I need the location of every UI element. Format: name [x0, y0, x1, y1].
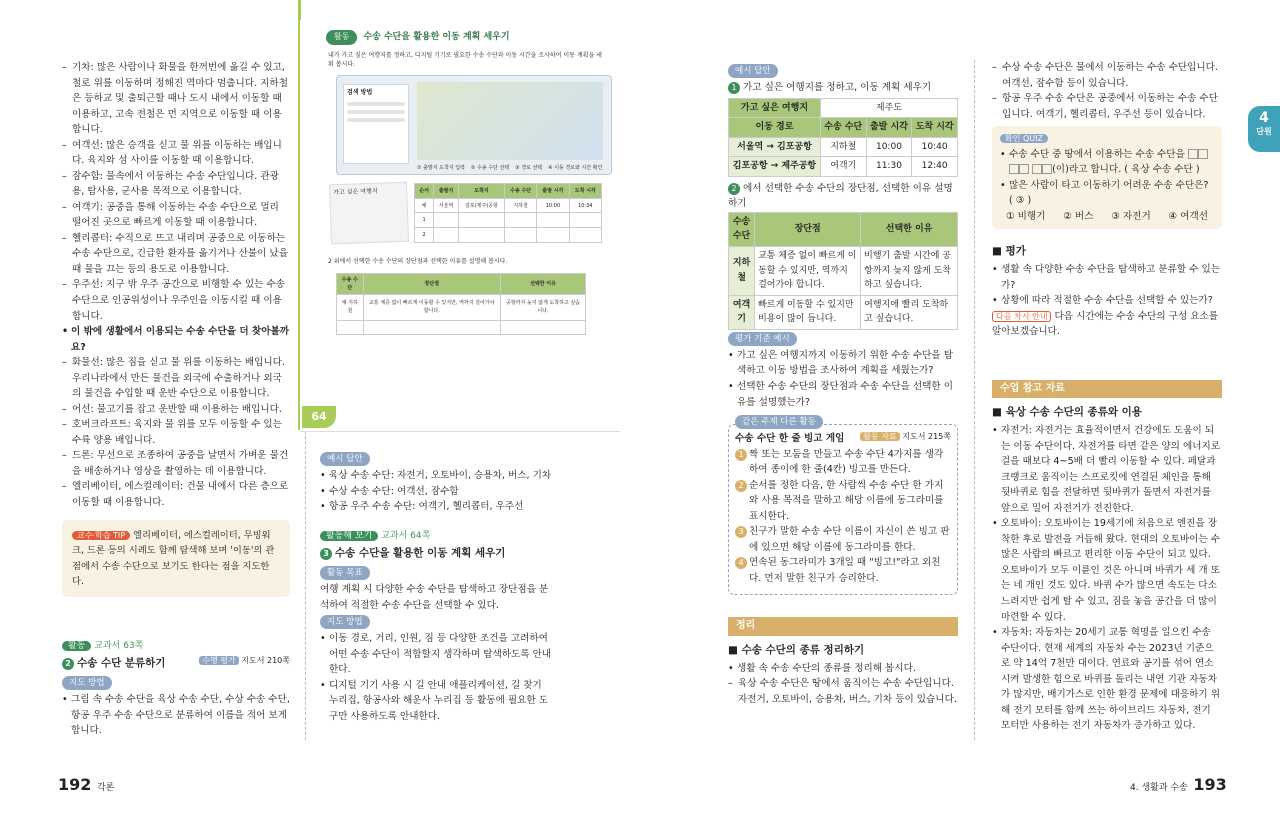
next-label: 다음 차시 안내	[992, 311, 1051, 322]
section-title-text: 수송 수단 분류하기	[77, 657, 166, 670]
game-title: 수송 수단 한 줄 빙고 게임	[735, 433, 845, 445]
chapter-tab-num: 4	[1259, 110, 1269, 126]
same-theme-box	[728, 417, 958, 595]
chapter-tab	[1248, 106, 1280, 152]
list-item: – 수상 수송 수단은 물에서 이동하는 수송 수단입니다. 여객선, 잠수함 등이 있습니다.	[992, 60, 1222, 91]
game-step-text: 연속된 동그라미가 3개일 때 "빙고!"라고 외친다. 먼저 말한 친구가 승리한다.	[749, 557, 941, 584]
table-header: 장단점	[755, 212, 861, 246]
quiz-options	[1000, 209, 1214, 225]
list-item: – 여객기: 공중을 통해 이동하는 수송 수단으로 멀리 떨어진 곳으로 빠르게 이동할 때 이용합니다.	[62, 200, 290, 231]
table-header: 출발 시각	[537, 183, 569, 198]
activity-label: 활동	[62, 641, 91, 651]
eval-title: ■ 평가	[992, 245, 1026, 258]
table-header: 수송 수단	[820, 118, 866, 138]
eval-badge: 수행 평가	[199, 656, 238, 665]
chapter-tab-label: 단원	[1256, 126, 1272, 136]
eval-item: • 상황에 따라 적절한 수송 수단을 선택할 수 있는가?	[992, 293, 1222, 309]
page-number-left-value: 192	[58, 775, 92, 794]
textbook-q2: 2 위에서 선택한 수송 수단의 장단점과 선택한 이유를 설명해 봅시다.	[328, 257, 508, 265]
page-label-right: 4. 생활과 수송	[1130, 783, 1188, 793]
game-step	[735, 478, 951, 525]
table-cell: 빠르게 이동할 수 있지만 비용이 많이 듭니다.	[755, 295, 861, 329]
activity-label-2: 활동해 보기	[320, 531, 378, 541]
table-cell: 김포공항 → 제주공항	[729, 157, 821, 177]
table-cell: 12:40	[912, 157, 958, 177]
game-step	[735, 447, 951, 478]
ref-title-text: 육상 수송 수단의 종류와 이용	[1005, 406, 1142, 419]
plan-area	[330, 183, 620, 243]
section-title	[62, 655, 290, 672]
tip-text: 엘리베이터, 에스컬레이터, 무빙워크, 드론 등의 시례도 함께 탐색해 보며 '이동'의 관점에서 수송 수단으로 보기도 한다는 점을 지도한다.	[72, 530, 275, 587]
table-cell: 여객기	[729, 295, 755, 329]
eval-tag: 평가 기준 예시	[728, 332, 797, 346]
summary-title-text: 수송 수단의 종류 정리하기	[741, 643, 865, 656]
example-tag-r: 예시 답안	[728, 64, 778, 78]
game-header	[735, 431, 951, 447]
dest-value: 제주도	[820, 98, 957, 118]
list-item: – 어선: 물고기를 잡고 운반할 때 이용하는 배입니다.	[62, 402, 290, 418]
section-num: 2	[62, 658, 74, 670]
table-header: 수송 수단	[504, 183, 536, 198]
step-item: ③ 경로 선택	[515, 164, 543, 171]
table-header: 출발 시각	[866, 118, 912, 138]
table-header: 도착지	[458, 183, 504, 198]
plan-answer-table	[728, 98, 958, 177]
question: • 이 밖에 생활에서 이용되는 수송 수단을 더 찾아볼까요?	[62, 324, 290, 355]
ref-item: • 오토바이: 오토바이는 19세기에 처음으로 엔진을 장착한 후로 발전을 거듭해 왔다. 현대의 오토바이는 수많은 사람의 빠르고 편리한 이동 수단이 되고 있다. 오토바이가 모두 이륜인 것은 아니며 바퀴가 세 개 또는 네 개인 것도 있다. 바퀴 수가 많으면 속도는 다소 느려지만 쉽게 탈 수 있고, 짐을 놓을 공간을 더 많이 마련할 수 있다.	[992, 516, 1222, 625]
table-cell: 교통 체증 없이 빠르게 이동할 수 있지만, 역까지 걸어가야 합니다.	[755, 247, 861, 296]
ref-item: • 자전거: 자전거는 효율적이면서 건강에도 도움이 되는 이동 수단이다. 자전거를 타면 같은 양의 에너지로 걸을 때보다 4~5배 더 빨리 이동할 수 있다. 페달과 크랭크로 움직이는 스프로킷에 연결된 체인을 통해 뒷바퀴로 힘을 전달하면 뒷바퀴가 돌면서 자전거를 앞으로 밀어 자전거가 전진한다.	[992, 423, 1222, 516]
table-header: 순서	[415, 183, 434, 198]
map-image	[417, 82, 603, 160]
list-item: – 기차: 많은 사람이나 화물을 한꺼번에 옮길 수 있고, 철로 위를 이동하며 정해진 역마다 멈춥니다. 지하철은 등하교 및 출퇴근할 때나 도시 내에서 이동할 때 이용하고, 고속 전철은 먼 지역으로 이동할 때 이용합니다.	[62, 60, 290, 138]
list-item: – 여객선: 많은 승객을 싣고 물 위를 이동하는 배입니다. 육지와 섬 사이를 이동할 때 이용합니다.	[62, 138, 290, 169]
step-item: ② 수송 수단 선택	[470, 164, 510, 171]
table-cell: 서울역 → 김포공항	[729, 137, 821, 157]
table-row	[729, 137, 958, 157]
list-item: – 헬리콥터: 수직으로 뜨고 내리며 공중으로 이동하는 수송 수단으로, 긴급한 환자를 옮기거나 산불이 났을 때 물을 끄는 등의 용도로 이용합니다.	[62, 231, 290, 278]
quiz-option: ④ 여객선	[1168, 210, 1208, 222]
left-col1	[62, 60, 290, 739]
ref-bar: 수업 참고 자료	[992, 380, 1222, 398]
activity-header	[62, 639, 290, 654]
example-tag: 예시 답안	[320, 452, 370, 466]
table-header: 수송 수단	[729, 212, 755, 246]
divider-right	[974, 60, 975, 740]
step-num: 2	[735, 480, 747, 492]
textbook-badge: 활동	[326, 30, 357, 45]
textbook-q1: 내가 가고 싶은 여행지를 정하고, 디지털 기기로 필요한 수송 수단과 이동 시간을 조사하여 이동 계획을 세워 봅시다.	[328, 51, 602, 68]
right-col2	[992, 60, 1222, 734]
eval-ref: 지도서 210쪽	[241, 656, 290, 666]
list-item: – 화물선: 많은 짐을 싣고 물 위를 이동하는 배입니다. 우리나라에서 만든 물건을 외국에 수출하거나 외국의 물건을 수입할 때 운반 수단으로 이용합니다.	[62, 355, 290, 402]
game-ref: 지도서 215쪽	[902, 432, 951, 442]
table-header: 선택한 이유	[501, 273, 586, 294]
table-header: 출발지	[434, 183, 459, 198]
table-cell: 예 지하철	[337, 294, 364, 320]
textbook-title: 수송 수단을 활용한 이동 계획 세우기	[363, 32, 510, 43]
tip-box	[62, 520, 290, 596]
q2-table	[336, 273, 586, 335]
quiz1-b: (이)라고 합니다. ( 육상 수송 수단 )	[1052, 164, 1200, 176]
eval-title-text: 평가	[1005, 245, 1026, 258]
list-item: – 항공 우주 수송 수단은 공중에서 이동하는 수송 수단입니다. 여객기, 헬리콥터, 우주선 등이 있습니다.	[992, 91, 1222, 122]
table-cell: 10:00	[537, 198, 569, 213]
step-list	[417, 164, 602, 172]
table-header: 이동 경로	[729, 118, 821, 138]
plan-note: 가고 싶은 여행지	[329, 182, 409, 245]
list-item: – 잠수함: 물속에서 이동하는 수송 수단입니다. 관광용, 탐사용, 군사용 목적으로 이용합니다.	[62, 169, 290, 200]
dest-label: 가고 싶은 여행지	[729, 98, 821, 118]
textbook-header	[326, 30, 620, 45]
eval-item: • 가고 싶은 여행지까지 이동하기 위한 수송 수단을 탐색하고 이동 방법을 조사하여 계획을 세웠는가?	[728, 348, 958, 379]
table-cell: 공항까지 늦지 않게 도착하고 싶습니다.	[501, 294, 586, 320]
quiz-label: 확인 QUIZ	[1000, 134, 1048, 143]
table-cell: 여객기	[820, 157, 866, 177]
table-cell: 10:40	[912, 137, 958, 157]
app-screenshot	[336, 75, 612, 175]
quiz-option: ③ 자전거	[1111, 210, 1151, 222]
quiz-option: ② 버스	[1063, 210, 1094, 222]
air-answer: • 항공 우주 수송 수단: 여객기, 헬리콥터, 우주선	[320, 499, 552, 515]
goal-text: 여행 계획 시 다양한 수송 수단을 탐색하고 장단점을 분석하여 적절한 수송 수단을 선택할 수 있다.	[320, 584, 549, 611]
summary-title: ■ 수송 수단의 종류 정리하기	[728, 643, 865, 656]
textbook-page	[300, 20, 620, 432]
table-cell: 비행기 출발 시간에 공항까지 늦지 않게 도착하고 싶습니다.	[861, 247, 958, 296]
page-number-right-value: 193	[1193, 775, 1227, 794]
table-cell: 서울역	[434, 198, 459, 213]
game-step-text: 순서를 정한 다음, 한 사람씩 수송 수단 한 가지와 사용 목적을 말하고 해당 이름에 동그라미를 표시한다.	[749, 479, 944, 522]
table-row	[729, 295, 958, 329]
quiz2: • 많은 사람이 타고 이동하기 어려운 수송 수단은? ( ③ )	[1000, 178, 1214, 209]
eval-item: • 생활 속 다양한 수송 수단을 탐색하고 분류할 수 있는가?	[992, 262, 1222, 293]
table-cell: 여행지에 빨리 도착하고 싶습니다.	[861, 295, 958, 329]
page-number-right	[1130, 772, 1227, 798]
activity-header-2	[320, 529, 552, 544]
step-item: ① 출발지 도착지 입력	[417, 164, 465, 171]
page-number-left	[58, 772, 114, 798]
page-label-left: 각론	[96, 783, 115, 793]
activity-ref-2: 교과서 64쪽	[381, 530, 431, 541]
table-cell: 지하철	[504, 198, 536, 213]
step-item: ④ 이동 경로와 시간 확인	[548, 164, 603, 171]
summary-sub: – 육상 수송 수단은 땅에서 움직이는 수송 수단입니다. 자전거, 오토바이, 승용차, 버스, 기차 등이 있습니다.	[728, 676, 958, 707]
list-item: – 드론: 무선으로 조종하여 공중을 날면서 가벼운 물건을 배송하거나 영상을 촬영하는 데 이용합니다.	[62, 448, 290, 479]
activity-ref: 교과서 63쪽	[94, 640, 144, 651]
table-cell: 11:30	[866, 157, 912, 177]
step-num: 3	[735, 526, 747, 538]
plan-table: 순서 출발지 도착지 수송 수단 출발 시각 도착 시각 예 서울역 김포(제주)공항 지하철 10:00 10:34 1 2	[414, 183, 602, 243]
table-header: 장단점	[363, 273, 500, 294]
table-row	[729, 157, 958, 177]
q2-text: 에서 선택한 수송 수단의 장단점, 선택한 이유 설명하기	[728, 182, 953, 210]
search-title: 검색 방법	[347, 88, 373, 96]
ref-item: • 자동차: 자동차는 20세기 교통 혁명을 일으킨 수송 수단이다. 현재 세계의 자동차 수는 2023년 기준으로 약 14억 7천만 대이다. 연료와 공기를 섞어 연소시켜 발생한 힘으로 바퀴를 돌리는 내연 기관 자동차가 많지만, 배기가스로 인한 환경 문제에 대응하기 위해 전기 모터를 함께 쓰는 하이브리드 자동차, 전기 모터만 사용하는 전기 자동차가 증가하고 있다.	[992, 625, 1222, 734]
game-badge: 활동 자료	[860, 432, 899, 441]
water-answer: • 수상 수송 수단: 여객선, 잠수함	[320, 484, 552, 500]
list-item: – 호버크라프트: 육지와 물 위를 모두 이동할 수 있는 수륙 양용 배입니다.	[62, 417, 290, 448]
step-num: 4	[735, 557, 747, 569]
table-header: 수송 수단	[337, 273, 364, 294]
method-text: • 그림 속 수송 수단을 육상 수송 수단, 수상 수송 수단, 항공 우주 수송 수단으로 분류하여 이름을 적어 보게 합니다.	[62, 692, 290, 739]
list-item: – 엘리베이터, 에스컬레이터: 건물 내에서 다른 층으로 이동할 때 이용합니다.	[62, 479, 290, 510]
summary-bar: 정리	[728, 617, 958, 635]
goal-tag: 활동 목표	[320, 566, 370, 580]
summary-item: • 생활 속 수송 수단의 종류를 정리해 봅시다.	[728, 661, 958, 677]
eval-item: • 선택한 수송 수단의 장단점과 수송 수단을 선택한 이유를 설명했는가?	[728, 379, 958, 410]
quiz1-a: 수송 수단 중 땅에서 이용하는 수송 수단을	[1009, 148, 1185, 160]
table-cell: 10:00	[866, 137, 912, 157]
method-tag: 지도 방법	[62, 676, 112, 690]
table-header: 선택한 이유	[861, 212, 958, 246]
quiz-option: ① 비행기	[1006, 210, 1046, 222]
table-cell: 교통 체증 없이 빠르게 이동할 수 있지만, 역까지 걸어가야 합니다.	[363, 294, 500, 320]
table-cell: 예	[415, 198, 434, 213]
step-num: 1	[735, 449, 747, 461]
game-step-text: 친구가 말한 수송 수단 이름이 자신이 쓴 빙고 판에 있으면 해당 이름에 동그라미를 한다.	[749, 526, 950, 553]
tip-label: 교수·학습 TIP	[72, 531, 130, 540]
plan-title	[320, 545, 552, 562]
table-header: 도착 시각	[569, 183, 601, 198]
plan-num: 3	[320, 548, 332, 560]
game-step	[735, 524, 951, 555]
right-col1	[728, 62, 958, 707]
quiz1	[1000, 147, 1214, 178]
method-item: • 디지털 기기 사용 시 길 안내 애플리케이션, 길 찾기 누리집, 항공사와 해운사 누리집 등 활동에 필요한 도구만 사용하도록 안내한다.	[320, 678, 552, 725]
table-cell: 김포(제주)공항	[458, 198, 504, 213]
table-header: 도착 시각	[912, 118, 958, 138]
quiz-box	[992, 126, 1222, 229]
game-step-text: 짝 또는 모둠을 만들고 수송 수단 4가지를 생각하여 종이에 한 줄(4칸) 빙고를 만든다.	[749, 448, 944, 476]
method-item: • 이동 경로, 거리, 인원, 짐 등 다양한 조건을 고려하여 어떤 수송 수단이 적합할지 생각하며 탐색하도록 안내한다.	[320, 631, 552, 678]
q1-text: 가고 싶은 여행지를 정하고, 이동 계획 세우기	[743, 82, 932, 93]
plan-title-text: 수송 수단을 활용한 이동 계획 세우기	[335, 547, 506, 560]
q1-line: 1 가고 싶은 여행지를 정하고, 이동 계획 세우기	[728, 80, 958, 96]
ref-title: ■ 육상 수송 수단의 종류와 이용	[992, 406, 1142, 419]
game-step	[735, 555, 951, 586]
search-method	[343, 84, 409, 164]
table-cell: 지하철	[820, 137, 866, 157]
same-theme-tag: 같은 주제 다른 활동	[735, 415, 823, 429]
next-text: 다음 시간에는 수송 수단의 구성 요소를 알아보겠습니다.	[992, 310, 1219, 338]
next-info	[992, 309, 1222, 340]
textbook-page-num: 64	[302, 406, 336, 428]
land-answer: • 육상 수송 수단: 자전거, 오토바이, 승용차, 버스, 기차	[320, 468, 552, 484]
q2-line: 2 에서 선택한 수송 수단의 장단점, 선택한 이유 설명하기	[728, 182, 953, 210]
reason-table	[728, 212, 958, 330]
table-cell: 10:34	[569, 198, 601, 213]
left-col2	[320, 450, 552, 724]
method-tag-2: 지도 방법	[320, 615, 370, 629]
table-row	[729, 247, 958, 296]
list-item: – 우주선: 지구 밖 우주 공간으로 비행할 수 있는 수송 수단으로 인공위성이나 우주인을 이동시킬 때 이용합니다.	[62, 277, 290, 324]
table-cell: 지하철	[729, 247, 755, 296]
